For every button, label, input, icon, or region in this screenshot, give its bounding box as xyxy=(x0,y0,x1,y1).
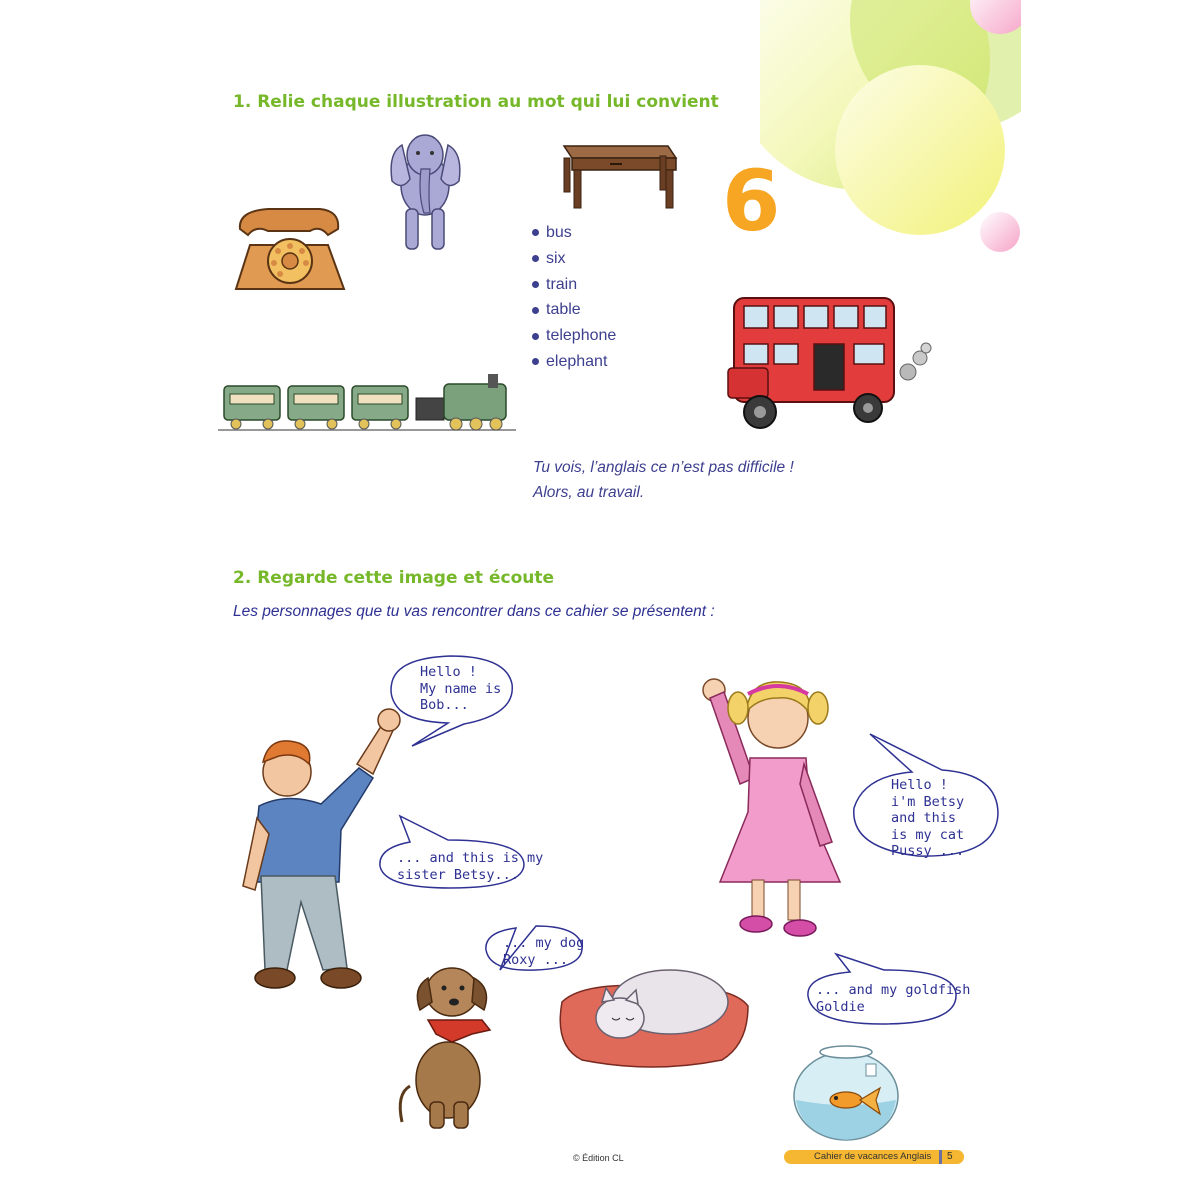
copyright-text: © Édition CL xyxy=(573,1153,624,1163)
bubble-bob-hello-text: Hello ! My name is Bob... xyxy=(420,664,502,713)
bullet-dot xyxy=(532,307,539,314)
bubble-betsy-hello-text: Hello ! i'm Betsy and this is my cat Pussy ... xyxy=(891,777,965,859)
word-list xyxy=(532,220,616,375)
bullet-dot xyxy=(532,333,539,340)
exercise-2-heading: 2. Regarde cette image et écoute xyxy=(233,568,555,588)
bullet-dot xyxy=(532,255,539,262)
bubble-bob-sister-text: ... and this is my sister Betsy... xyxy=(397,850,544,883)
word-label: bus xyxy=(546,224,572,241)
encouragement-line: Tu vois, l’anglais ce n’est pas difficile ! xyxy=(533,459,794,476)
train-illustration xyxy=(218,374,518,436)
word-item[interactable] xyxy=(532,297,616,323)
telephone-illustration xyxy=(228,205,348,297)
decorative-circles xyxy=(760,0,1022,260)
bullet-dot xyxy=(532,229,539,236)
elephant-illustration xyxy=(388,125,463,255)
encouragement-line: Alors, au travail. xyxy=(533,484,645,501)
word-label: train xyxy=(546,275,578,293)
number-six-graphic: 6 xyxy=(722,152,781,250)
encouragement-text xyxy=(533,455,794,505)
bullet-dot xyxy=(532,281,539,288)
bullet-dot xyxy=(532,358,539,365)
footer-separator xyxy=(939,1150,942,1164)
exercise-2-intro: Les personnages que tu vas rencontrer dans ce cahier se présentent : xyxy=(233,603,715,620)
word-label: table xyxy=(546,301,581,319)
bubble-dog-text: ... my dog Roxy ... xyxy=(503,935,585,968)
footer-title: Cahier de vacances Anglais xyxy=(814,1151,932,1162)
dog-illustration xyxy=(392,962,502,1132)
exercise-1-heading: 1. Relie chaque illustration au mot qui lui convient xyxy=(233,92,719,112)
footer-title-bar xyxy=(784,1150,964,1164)
word-item[interactable] xyxy=(532,246,616,272)
page-number: 5 xyxy=(947,1151,953,1162)
word-item[interactable] xyxy=(532,323,616,349)
table-illustration xyxy=(560,138,680,210)
word-item[interactable] xyxy=(532,272,616,298)
word-label: telephone xyxy=(546,327,617,345)
word-item[interactable] xyxy=(532,349,616,375)
word-label: elephant xyxy=(546,352,608,370)
word-label: six xyxy=(546,249,566,267)
word-item[interactable] xyxy=(532,220,616,246)
bus-illustration xyxy=(720,292,935,434)
goldfish-bowl-illustration xyxy=(790,1040,902,1142)
bubble-goldfish-text: ... and my goldfish Goldie xyxy=(816,982,971,1015)
cat-illustration xyxy=(552,962,752,1072)
betsy-character xyxy=(700,672,860,952)
